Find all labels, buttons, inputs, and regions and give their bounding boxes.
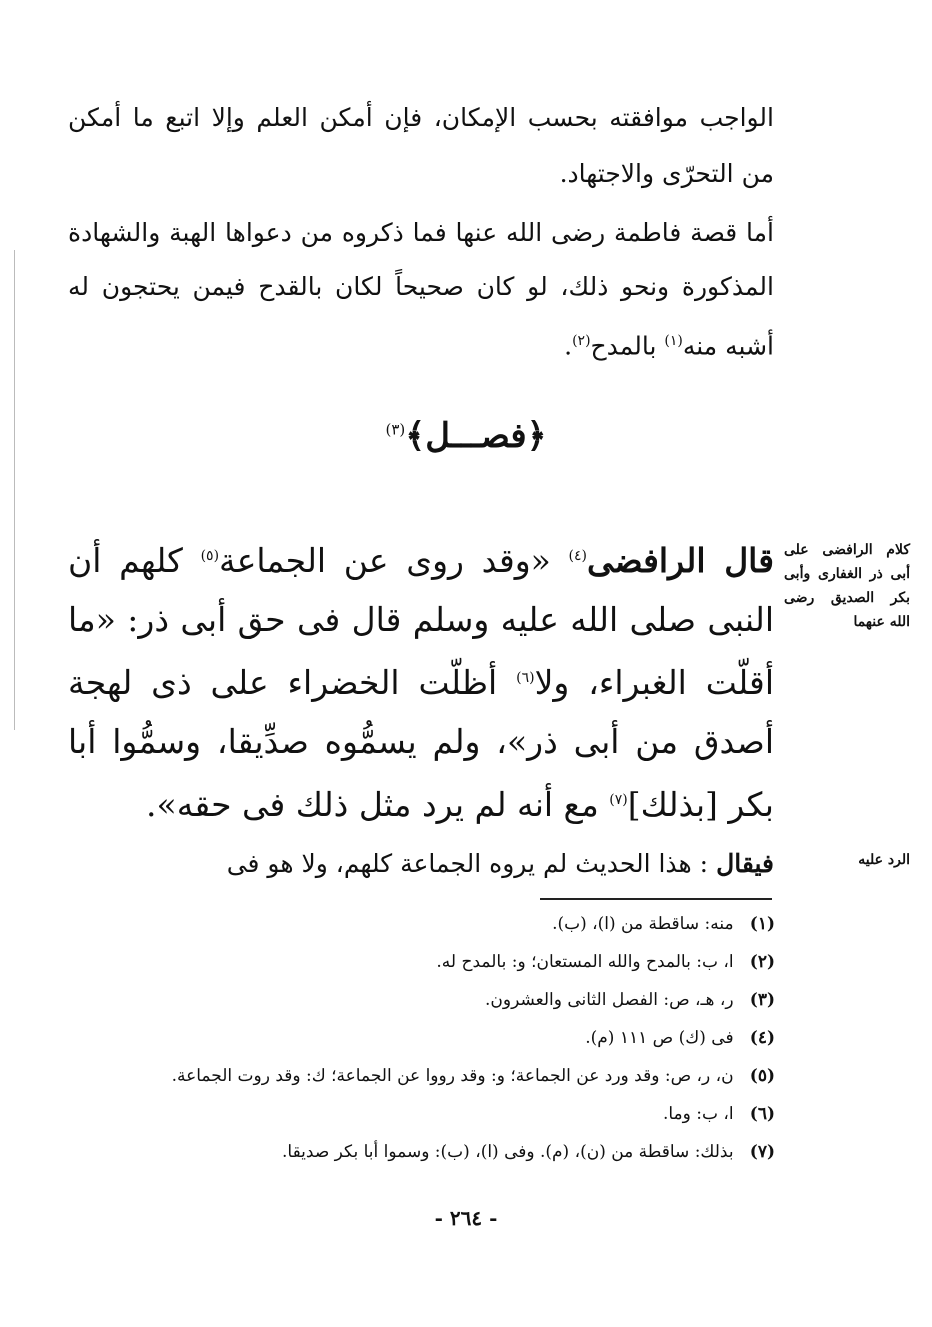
quote-part-1: «وقد روى عن الجماعة: [219, 541, 569, 580]
rafidi-label: قال الرافضى: [587, 541, 774, 580]
footnote-5: [60, 1057, 775, 1095]
reply-paragraph: [68, 836, 774, 892]
footnote-3: [60, 981, 775, 1019]
footnote-4: [60, 1019, 775, 1057]
footnote-1: [60, 905, 775, 943]
rafidi-quote: [68, 527, 774, 834]
reply-text: : هذا الحديث لم يروه الجماعة كلهم، ولا هو فى: [226, 849, 709, 878]
page-edge-line: [14, 250, 15, 730]
footnote-2: [60, 943, 775, 981]
footnote-ref-4: (٤): [568, 548, 588, 564]
footnote-ref-3: (٣): [385, 420, 406, 439]
paragraph-2: [68, 206, 774, 373]
footnote-7: [60, 1133, 775, 1171]
footnote-3-number: (٣): [749, 990, 775, 1010]
footnote-2-number: (٢): [749, 952, 775, 972]
quote-part-2: كلهم أن النبى صلى الله عليه وسلم قال فى حق أبى ذر: «ما أقلّت الغبراء، ولا: [68, 541, 774, 702]
page-number: - ٢٦٤ -: [434, 1206, 498, 1230]
footnote-3-text: ر، هـ، ص: الفصل الثانى والعشرون.: [484, 990, 734, 1010]
section-heading-text: ﴿فصـــل﴾: [405, 416, 547, 456]
paragraph-1: الواجب موافقته بحسب الإمكان، فإن أمكن العلم وإلا اتبع ما أمكن من التحرّى والاجتهاد.: [68, 103, 774, 188]
reply-label: فيقال: [716, 849, 774, 878]
footnotes: [60, 905, 775, 1171]
footnote-1-number: (١): [749, 914, 775, 934]
footnote-4-number: (٤): [749, 1028, 775, 1048]
section-heading: [0, 415, 932, 456]
paragraph-2-end: .: [564, 331, 573, 361]
footnote-5-number: (٥): [749, 1066, 775, 1086]
footnote-6-text: ا، ب: وما.: [662, 1104, 734, 1124]
footnote-2-text: ا، ب: بالمدح والله المستعان؛ و: بالمدح له.: [436, 952, 734, 972]
footnote-6-number: (٦): [749, 1104, 775, 1124]
footnote-ref-5: (٥): [200, 548, 220, 564]
quote-part-3: أظلّت الخضراء على ذى لهجة أصدق من أبى ذر»، ولم يسمُّوه صدِّيقا، وسمُّوا أبا بكر [بذلك]: [68, 663, 774, 824]
footnote-ref-2: (٢): [572, 333, 591, 349]
footnote-6: [60, 1095, 775, 1133]
footnote-7-text: بذلك: ساقطة من (ن)، (م). وفى (ا)، (ب): وسموا أبا بكر صديقا.: [282, 1142, 734, 1162]
footnote-1-text: منه: ساقطة من (ا)، (ب).: [552, 914, 734, 934]
footnote-ref-7: (٧): [609, 792, 628, 808]
paragraph-2-text: أما قصة فاطمة رضى الله عنها فما ذكروه من دعواها الهبة والشهادة المذكورة ونحو ذلك، لو كان صحيحاً لكان بالقدح فيمن يحتجون له أشبه منه: [68, 218, 774, 361]
quote-part-4: مع أنه لم يرد مثل ذلك فى حقه».: [146, 785, 610, 824]
margin-note-rafidi: كلام الرافضى على أبى ذر الغفارى وأبى بكر الصديق رضى الله عنهما: [784, 542, 910, 630]
footnote-ref-6: (٦): [516, 670, 535, 686]
footnote-separator: [540, 898, 772, 900]
footnote-4-text: فى (ك) ص ١١١ (م).: [585, 1028, 734, 1048]
margin-note-reply: الرد عليه: [858, 852, 910, 868]
footnote-ref-1: (١): [664, 333, 683, 349]
footnote-5-text: ن، ر، ص: وقد ورد عن الجماعة؛ و: وقد رووا عن الجماعة؛ ك: وقد روت الجماعة.: [171, 1066, 734, 1086]
paragraph-2-mid: بالمدح: [590, 331, 665, 361]
footnote-7-number: (٧): [749, 1142, 775, 1162]
